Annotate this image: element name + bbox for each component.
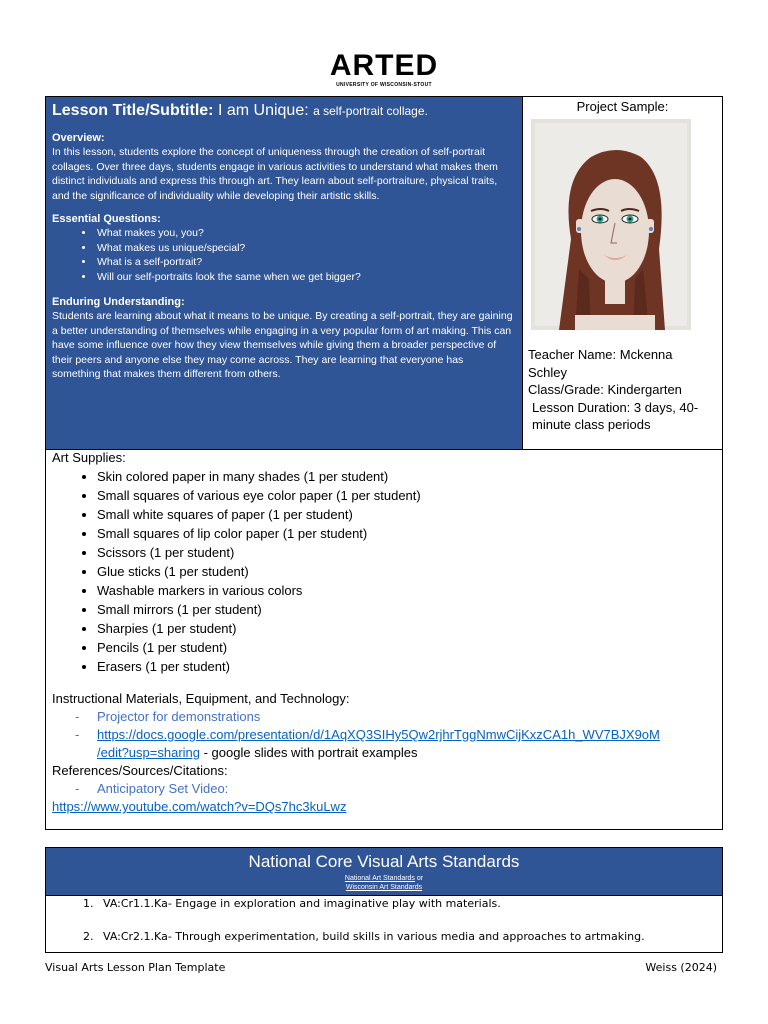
footer-author: Weiss (2024) bbox=[645, 961, 717, 974]
projector-item: - Projector for demonstrations bbox=[75, 708, 716, 726]
references-heading: References/Sources/Citations: bbox=[52, 763, 228, 778]
list-item: • Erasers (1 per student) bbox=[97, 657, 716, 676]
list-item: • Small white squares of paper (1 per student) bbox=[97, 505, 716, 524]
overview-heading: Overview: bbox=[52, 132, 105, 144]
list-item: • Small squares of various eye color paper (1 per student) bbox=[97, 486, 716, 505]
references-list bbox=[52, 780, 716, 798]
art-supplies-list bbox=[52, 467, 716, 676]
list-item: • What makes you, you? bbox=[95, 226, 514, 241]
lesson-table bbox=[45, 96, 723, 830]
standards-table bbox=[45, 847, 723, 953]
art-supplies-heading: Art Supplies: bbox=[52, 450, 126, 465]
footer-template-name: Visual Arts Lesson Plan Template bbox=[45, 961, 226, 974]
google-slides-item bbox=[75, 726, 716, 762]
list-item: • Scissors (1 per student) bbox=[97, 543, 716, 562]
class-grade: Class/Grade: Kindergarten bbox=[528, 382, 682, 397]
self-portrait-sample-image bbox=[531, 119, 691, 330]
essential-questions-heading: Essential Questions: bbox=[52, 213, 161, 225]
lesson-summary-cell bbox=[46, 97, 523, 450]
supplies-materials-cell bbox=[46, 450, 722, 816]
list-item: • Small squares of lip color paper (1 per student) bbox=[97, 524, 716, 543]
project-sample-label: Project Sample: bbox=[576, 99, 669, 114]
list-item: • What makes us unique/special? bbox=[95, 241, 514, 256]
list-item: 1. VA:Cr1.1.Ka- Engage in exploration and imaginative play with materials. bbox=[97, 896, 722, 912]
list-item: • Sharpies (1 per student) bbox=[97, 619, 716, 638]
overview-text: In this lesson, students explore the concept of uniqueness through the creation of self-portrait collages. Over three days, students engage in various activities to understand what makes them distinct individuals and express this through art. They learn about self-portraiture, physical traits, and the significance of individuality while developing their artistic skills. bbox=[52, 146, 498, 202]
list-item: • Washable markers in various colors bbox=[97, 581, 716, 600]
list-item: • Skin colored paper in many shades (1 per student) bbox=[97, 467, 716, 486]
enduring-understanding-heading: Enduring Understanding: bbox=[52, 296, 185, 308]
anticipatory-set-item: - Anticipatory Set Video: bbox=[75, 780, 716, 798]
project-sample-cell bbox=[523, 97, 722, 450]
teacher-info bbox=[528, 346, 698, 434]
standards-list bbox=[46, 896, 722, 945]
list-item: • Small mirrors (1 per student) bbox=[97, 600, 716, 619]
enduring-understanding-text: Students are learning about what it means to be unique. By creating a self-portrait, they are gaining a better understanding of themselves while engaging in a very popular form of art making. This can have some influence over how they view themselves while giving them a broader perspective of their peers and anyone else they may come across. They are learning that everyone has something that makes them different from others. bbox=[52, 310, 513, 380]
logo-subtitle: UNIVERSITY OF WISCONSIN-STOUT bbox=[336, 82, 432, 88]
teacher-name-line1: Teacher Name: Mckenna bbox=[528, 347, 673, 362]
standards-or: or bbox=[414, 875, 424, 882]
teacher-name-line2: Schley bbox=[528, 364, 568, 380]
lesson-duration-line2: minute class periods bbox=[532, 417, 651, 432]
standards-title: National Core Visual Arts Standards bbox=[248, 852, 520, 871]
instructional-materials-heading: Instructional Materials, Equipment, and Technology: bbox=[52, 691, 350, 706]
google-slides-link[interactable]: https://docs.google.com/presentation/d/1AqXQ3SIHy5Qw2rjhrTggNmwCijKxzCA1h_WV7BJX9oM bbox=[97, 727, 660, 742]
standards-header bbox=[46, 848, 722, 896]
list-item: • Glue sticks (1 per student) bbox=[97, 562, 716, 581]
logo-title: ARTED bbox=[329, 49, 439, 82]
wisconsin-standards-link[interactable]: Wisconsin Art Standards bbox=[345, 884, 423, 891]
lesson-title-line bbox=[52, 100, 514, 122]
list-item: • What is a self-portrait? bbox=[95, 255, 514, 270]
lesson-subtitle: a self-portrait collage. bbox=[313, 104, 428, 118]
youtube-link[interactable]: https://www.youtube.com/watch?v=DQs7hc3kuLwz bbox=[52, 799, 347, 814]
google-slides-link-cont[interactable]: /edit?usp=sharing bbox=[97, 745, 200, 760]
lesson-title: I am Unique: bbox=[217, 102, 309, 119]
national-standards-link[interactable]: National Art Standards bbox=[344, 875, 415, 882]
lesson-title-label: Lesson Title/Subtitle: bbox=[52, 102, 214, 119]
list-item: • Pencils (1 per student) bbox=[97, 638, 716, 657]
essential-questions-list bbox=[52, 226, 514, 284]
list-item: • Will our self-portraits look the same when we get bigger? bbox=[95, 270, 514, 285]
arted-logo bbox=[0, 50, 768, 88]
instructional-materials-list bbox=[52, 708, 716, 762]
lesson-duration-line1: Lesson Duration: 3 days, 40- bbox=[532, 399, 699, 415]
list-item: 2. VA:Cr2.1.Ka- Through experimentation, build skills in various media and approaches to artmaking. bbox=[97, 929, 722, 945]
google-slides-description: - google slides with portrait examples bbox=[200, 745, 418, 760]
